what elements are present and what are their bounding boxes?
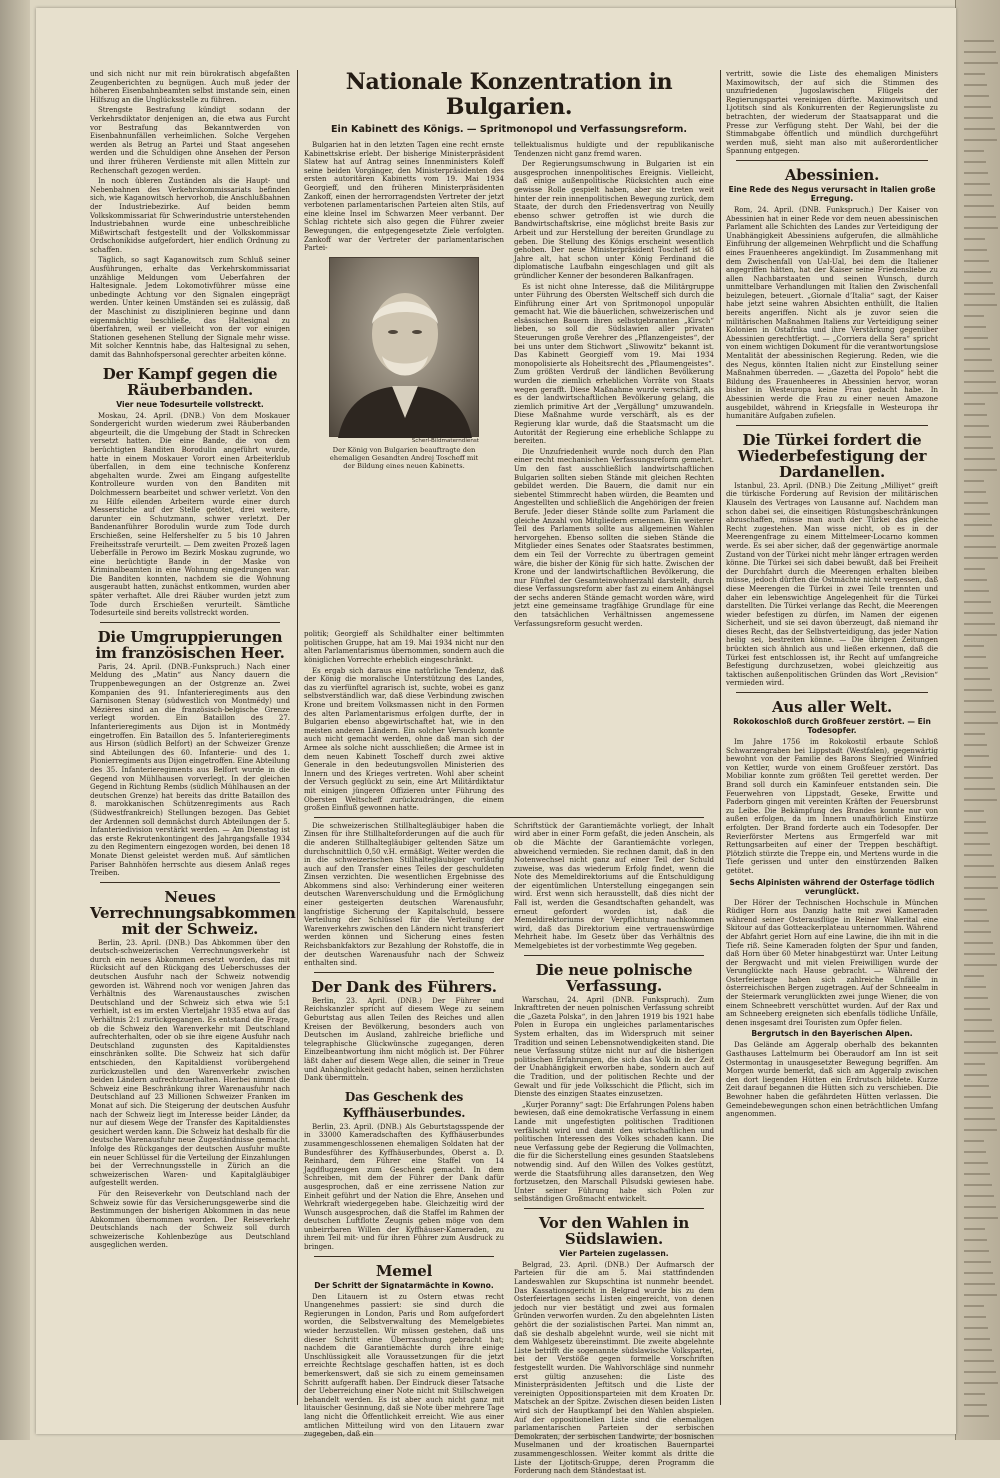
facing-page-text-line bbox=[964, 293, 995, 295]
lead-subheadline: Ein Kabinett des Königs. — Spritmonopol und Verfassungsreform. bbox=[331, 124, 687, 135]
article-subheadline: Eine Rede des Negus verursacht in Italien große Erregung. bbox=[728, 184, 936, 203]
facing-page-text-line bbox=[964, 403, 985, 405]
facing-page-text-line bbox=[964, 436, 991, 438]
facing-page-text-line bbox=[964, 821, 986, 823]
paragraph: Moskau, 24. April. (DNB.) Von dem Moskauer Sondergericht wurden wiederum zwei Räuberbanden abgeurteilt, die die Umgebung der Stadt in Schrecken versetzt hatten. Die eine Bande, die von dem berüchtigten Banditen Borodulin angeführt wurde, hatte in einem Moskauer Vorort einen Arbeiterklub überfallen, in dem eine technische Konferenz abgehalten wurde. Zwei am Eingang aufgestellte Kontrolleure wurden von den Banditen mit Dolchmessern bearbeitet und schwer verletzt. Von den zu Hilfe eilenden Arbeitern wurde einer durch Messerstiche auf der Stelle getötet, drei weitere, darunter ein Schutzmann, schwer verletzt. Der Bandenanführer Borodulin wurde zum Tode durch Erschießen, seine Helfershelfer zu 5 bis 10 Jahren Freiheitsstrafe verurteilt. — Dem zweiten Prozeß lagen Ueberfälle in Perowo im Bezirk Moskau zugrunde, wo eine berüchtigte Bande in der Maske von Kriminalbeamten in eine Wohnung eingedrungen war. Die Banditen konnten, nachdem sie die Wohnung ausgeraubt hatten, zunächst entkommen, wurden aber später verhaftet. Alle drei Räuber wurden jetzt zum Tode durch Erschießen verurteilt. Sämtliche Todesurteile sind bereits vollstreckt worden. bbox=[90, 411, 290, 618]
facing-page-text-line bbox=[964, 139, 997, 141]
paragraph: Schriftstück der Garantiemächte vorliegt, der Inhalt wird aber in einer Form gefaßt, die jeden Anschein, als ob die Mächte der Garantiemächte vorlegen, abweichend vermieden. Sie rechnen damit, daß in den Notenwechsel nicht ganz auf einer Teil der Schuld zuweise, was das wiederum Erfolg findet, wenn die Note des Memeldirektoriums auf die Entschuldigung der eigentümlichen Unterstellung eingegangen sein wird. Erst wenn sich herausstellt, daß dies nicht der Fall ist, werden die Gesandtschaften gehandelt, was erneut gefordert worden ist, daß die Memeldirektoriums der Verpflichtung nachkommen wird, daß das Direktorium eine vertrauenswürdige Mehrheit habe. Im Gesetz über das Verhältnis des Memelgebietes ist der vorbestimmte Weg gegeben. bbox=[514, 821, 714, 951]
facing-page-text-line bbox=[964, 722, 998, 724]
facing-page-text-line bbox=[964, 909, 987, 911]
scan-edge bbox=[0, 0, 30, 1440]
facing-page-text-line bbox=[964, 601, 991, 603]
facing-page-text-line bbox=[964, 1415, 989, 1417]
article-headline: Vor den Wahlen in Südslawien. bbox=[538, 1213, 690, 1248]
facing-page-text-line bbox=[964, 1173, 990, 1175]
facing-page-text-line bbox=[964, 381, 996, 383]
facing-page-text-line bbox=[964, 106, 991, 108]
facing-page-text-line bbox=[964, 502, 988, 504]
column-center bbox=[304, 69, 714, 1476]
facing-page-text-line bbox=[964, 1118, 995, 1120]
article-headline: Abessinien. bbox=[784, 165, 880, 184]
facing-page-text-line bbox=[964, 1338, 990, 1340]
facing-page-text-line bbox=[964, 810, 984, 812]
facing-page-text-line bbox=[964, 1052, 998, 1054]
paragraph: politik; Georgieff als Schildhalter einer beltimmten politischen Gruppe, hat am 19. Mai 1934 nicht nur den alten Parlamentarismus übernommen, sondern auch die königlichen Vorrechte erheblich eingeschränkt. bbox=[304, 630, 504, 665]
facing-page-text-line bbox=[964, 271, 991, 273]
facing-page-text-line bbox=[964, 337, 988, 339]
facing-page-text-line bbox=[964, 1404, 987, 1406]
facing-page-text-line bbox=[964, 348, 990, 350]
facing-page-text-line bbox=[964, 1140, 984, 1142]
facing-page-text-line bbox=[964, 326, 986, 328]
paragraph: Rom, 24. April. (DNB. Funkspruch.) Der Kaiser von Abessinien hat in einer Rede vor dem neuen abessinischen Parlament alle Schichten des Landes zur Verteidigung der Unabhängigkeit Abessiniens aufgerufen, die allmähliche Einführung der allgemeinen Wehrpflicht und die Schaffung eines Frauenheeres angekündigt. Im Zusammenhang mit dem Zwischenfall von Ual-Ual, bei dem die Italiener angegriffen hätten, hat der Kaiser seine Friedensliebe zu allen Nachbarstaaten und seinen Wunsch, durch unmittelbare Verhandlungen mit Italien den Zwischenfall beizulegen, beteuert. „Giornale d’Italia“ sagt, der Kaiser habe jetzt seine wahren Absichten enthüllt, die Italien bereits angeriffen. Nicht als je zuvor seien die militärischen Maßnahmen Italiens zur Verteidigung seiner Kolonien in Ostafrika und ihre Verstärkung gegenüber Abessinien gerechtfertigt. — „Corriera della Sera“ spricht von einem wichtigen Dokument für die verantwortungslose Mentalität der abessinischen Regierung. Reden, wie die des Negus, könnten Italien nicht zur Einstellung seiner Maßnahmen überreden. — „Gazetta del Popolo“ hebt die Bildung des Frauenheeres in Abessinien hervor, woran bisher in Westeuropa keine Frau gedacht habe. In Abessinien werde die Frau zu einer neuen Amazone ausgebildet, während in Kriegsfalle in Westeuropa ihr humanitäre Aufgaben zufielen. bbox=[726, 205, 938, 421]
facing-page-text-line bbox=[964, 656, 986, 658]
facing-page-text-line bbox=[964, 95, 989, 97]
facing-page-text-line bbox=[964, 260, 989, 262]
facing-page-text-line bbox=[964, 1074, 987, 1076]
facing-page-text-line bbox=[964, 392, 998, 394]
lead-article bbox=[304, 141, 714, 630]
paragraph: „Kurjer Poranny“ sagt: Die Erfahrungen Polens haben bewiesen, daß eine demokratische Verfassung in einem Lande mit ungefestigten politischen Traditionen verfälscht wird und damit den wirtschaftlichen und politischen Interessen des Volkes schaden kann. Die neue Verfassung gebe der Regierung die Vollmachten, die für die Sicherstellung eines gesunden Staatslebens notwendig sind. Auf den Willen des Volkes gestützt, werde die Staatsführung alles daransetzen, den Weg fortzusetzen, den Marschall Pilsudski gewiesen habe. Unter seiner Führung habe sich Polen zur selbständigen Großmacht entwickelt. bbox=[514, 1100, 714, 1204]
facing-page-text-line bbox=[964, 920, 989, 922]
facing-page-text-line bbox=[964, 733, 985, 735]
facing-page-text-line bbox=[964, 1239, 987, 1241]
facing-page-text-line bbox=[964, 304, 997, 306]
facing-page-text-line bbox=[964, 1228, 985, 1230]
facing-page-text-line bbox=[964, 1085, 989, 1087]
facing-page-text-line bbox=[964, 1371, 996, 1373]
lead-article-continuation bbox=[304, 630, 504, 812]
article-headline: Memel bbox=[375, 1261, 433, 1280]
facing-page-text-line bbox=[964, 557, 998, 559]
paragraph: Der Regierungsumschwung in Bulgarien ist ein ausgesprochen innenpolitisches Ereignis. Vielleicht, daß einige außenpolitische Rücksichten auch eine gewisse Rolle gespielt haben, aber sie treten weit hinter der rein innenpolitischen Bewegung zurück, dem Staate, der durch den Friedensvertrag von Neuilly ebenso schwer getroffen ist wie durch die Bandwirtschaftskrise, eine möglichst breite Basis zur Arbeit und zur Herstellung der bereiten Grundlage zu geben. Die Stellung des Königs erscheint wesentlich gehoben. Der neue Ministerpräsident Toscheff ist 68 Jahre alt, hat schon unter König Ferdinand die diplomatische Laufbahn eingeschlagen und gilt als gründlicher Kenner der besonderen Balkanfragen. bbox=[514, 160, 714, 280]
column-right bbox=[726, 70, 938, 1410]
facing-page-text-line bbox=[964, 1030, 994, 1032]
facing-page-text-line bbox=[964, 40, 994, 42]
paragraph: In noch übleren Zuständen als die Haupt- und Nebenbahnen des Verkehrskommissariats befinden sich, wie Kaganowitsch hervorhob, die Anschlußbahnen der Industriebezirke. Auf beiden bemm Volkskommissariat für Schwerindustrie unterstehenden Industriebahnen wurde eine unbeschreibliche Mißwirtschaft festgestellt und der Volkskommissar Ordschonikidse aufgefordert, hier endlich Ordnung zu schaffen. bbox=[90, 177, 290, 254]
facing-page-text-line bbox=[964, 1272, 993, 1274]
paragraph: tellektualismus huldigte und der republikanische Tendenzen nicht ganz fremd waren. bbox=[514, 141, 714, 158]
paragraph: Den Litauern ist zu Ostern etwas recht Unangenehmes passiert: sie sind durch die Regierungen in London, Paris und Rom aufgefordert worden, die Selbstverwaltung des Memelgebietes wieder herzustellen. Wir müssen gestehen, daß uns dieser Schritt eine Überraschung gebracht hat; nachdem die Garantiemächte durch ihre einige Unschlüssigkeit alle Voraussetzungen für die jetzt erreichte Rechtslage geschaffen hatten, ist es doch bemerkenswert, daß sie sich zu einem gemeinsamen Schritt aufgerafft haben. Der Eindruck dieser Tatsache der Ueberreichung einer Note nicht mit Stillschweigen behandelt werden. Es ist aber auch nicht ganz mit litauischer Gesinnung, daß sie Note über mehrere Tage lang nicht die Öffentlichkeit erreicht. Wie aus einer amtlichen Mitteilung wird von den Litauern zwar zugegeben, daß ein bbox=[304, 1292, 504, 1439]
facing-page-text-line bbox=[964, 711, 996, 713]
facing-page-text-line bbox=[964, 1349, 992, 1351]
facing-page-text-line bbox=[964, 150, 984, 152]
article-headline: Die neue polnische Verfassung. bbox=[535, 960, 693, 995]
facing-page-text-line bbox=[964, 1305, 984, 1307]
newspaper-page bbox=[36, 8, 956, 1476]
facing-page-text-line bbox=[964, 1162, 988, 1164]
facing-page-text-line bbox=[964, 238, 985, 240]
paragraph: Im Jahre 1756 im Rokokostil erbaute Schloß Schwarzengraben bei Lippstadt (Westfalen), gegenwärtig bewohnt von der Familie des Barons Siegfried Winfried von Kettler, wurde von einem Großfeuer zerstört. Das Mobiliar konnte zum größten Teil gerettet werden. Der Brand soll durch ein Kaminfeuer entstanden sein. Die Feuerwehren von Lippstadt, Geseke, Erwitte und Paderborn gingen mit vereinten Kräften der Feuersbrunst zu Leibe. Die Bekämpfung des Brandes konnte nur von außen erfolgen, da im Innern unaufhörlich Einstürze erfolgten. Der Brand forderte auch ein Todesopfer. Der Revierförster Mertens aus Ermgerfeld war mit Rettungsarbeiten auf einer der Treppen beschäftigt. Plötzlich stürzte die Treppe ein, und Mertens wurde in die Tiefe gerissen und unter den einstürzenden Balken getötet. bbox=[726, 738, 938, 875]
facing-page-text-line bbox=[964, 843, 990, 845]
lead-headline: Nationale Konzentration in Bulgarien. bbox=[345, 69, 673, 120]
facing-page-text-line bbox=[964, 590, 989, 592]
facing-page-text-line bbox=[964, 1360, 994, 1362]
paragraph: Die Unzufriedenheit wurde noch durch den Plan einer recht mechanischen Verfassungsreform gemehrt. Um den fast ausschließlich landwirtschaftlichen Bulgarien sollten sieben Stände mit gleichen Rechten gebildet werden. Die Bauern, die damit nur ein siebentel Stimmrecht haben würden, die Beamten und Angestellten und schließlich die Angehörigen der freien Berufe. Jeder dieser Stände sollte zum Parlament die gleiche Anzahl von Mitgliedern ernennen. Ein weiterer Teil des Parlaments sollte aus allgemeinen Wahlen hervorgehen. Ebenso sollten die sieben Stände die Mitglieder eines Senates oder Staatsrates bestimmen, dem ein Teil der Vorrechte zu übertragen gemeint wäre, die bisher der König für sich hatte. Zwischen der Krone und der landwirtschaftlichen Bevölkerung, die nur Fünftel der Gesamteinwohnerzahl darstellt, durch diese Verfassungsreform aber fast zu einem Anhängsel der sechs anderen Stände gemacht worden wäre, wird jetzt eine gemeinsame tragfähige Grundlage für eine den tatsächlichen Verhältnissen angemessene Verfassungsreform gesucht werden. bbox=[514, 447, 714, 628]
facing-page-text-line bbox=[964, 634, 997, 636]
facing-page-text-line bbox=[964, 667, 988, 669]
facing-page-text-line bbox=[964, 216, 996, 218]
article-subheadline: Vier neue Todesurteile vollstreckt. bbox=[116, 399, 264, 409]
paragraph: Für den Reiseverkehr von Deutschland nach der Schweiz sowie für das Versicherungsgewerbe sind die Bestimmungen der bisherigen Abkommen in das neue Abkommen übernommen worden. Der Reiseverkehr Deutschlands nach der Schweiz soll durch schweizerische Kohlenbezüge aus Deutschland ausgeglichen werden. bbox=[90, 1189, 290, 1250]
facing-page-text-line bbox=[964, 513, 990, 515]
facing-page-text-line bbox=[964, 315, 984, 317]
facing-page-text-line bbox=[964, 447, 993, 449]
facing-page-text-line bbox=[964, 414, 987, 416]
photo-credit: Scherl-Bildmaterndienst bbox=[411, 437, 479, 444]
paragraph: Berlin, 23. April. (DNB.) Als Geburtstagsspende der in 33000 Kameradschaften des Kyffhäuserbundes zusammengeschlossenen ehemaligen Soldaten hat der Bundesführer des Kyffhäuserbundes, Oberst a. D. Reinhard, dem Führer eine Staffel von 14 Jagdflugzeugen zum Geschenk gemacht. In dem Schreiben, mit dem der Führer der Dank dafür ausgesprochen, daß er eine zerrissene Nation zur Einheit geführt und der Nation die Ehre, Ansehen und Wehrkraft wiedergegeben habe. Gleichzeitig wird der Wunsch ausgesprochen, daß die Staffel im Rahmen der deutschen Luftflotte Zeugnis geben möge von dem unbeirrbaren Willen der Kyffhäuser-Kameraden, zu ihrem Teil mit- und für ihren Führer zum Ausdruck zu bringen. bbox=[304, 1122, 504, 1252]
divider bbox=[100, 882, 280, 883]
facing-page-text-line bbox=[964, 1096, 991, 1098]
facing-page-text-line bbox=[964, 282, 993, 284]
facing-page-text-line bbox=[964, 579, 987, 581]
facing-page-text-line bbox=[964, 1019, 992, 1021]
article-subheadline: Rokokoschloß durch Großfeuer zerstört. — Ein Todesopfer. bbox=[733, 717, 931, 736]
paragraph: Das Gelände am Aggeralp oberhalb des bekannten Gasthauses Lattelmurm bei Oberaudorf am Inn ist seit Ostermontag in unausgesetzter Bewegung begriffen. Am Morgen wurde bemerkt, daß sich am Aggeralp zwischen den dort liegenden Hütten ein Erdrutsch bildete. Kurze Zeit darauf begannen die Hütten sich zu verschieben. Die Bewohner haben die gefährdeten Hütten verlassen. Die Gemeindebewegungen schon einen beträchtlichen Umfang angenommen. bbox=[726, 1041, 938, 1119]
facing-page-text-line bbox=[964, 744, 987, 746]
facing-page-text-line bbox=[964, 612, 993, 614]
facing-page-text-line bbox=[964, 1184, 992, 1186]
facing-page-text-line bbox=[964, 678, 990, 680]
facing-page-text-line bbox=[964, 1316, 986, 1318]
facing-page-text-line bbox=[964, 370, 994, 372]
paragraph: Berlin, 23. April. (DNB.) Der Führer und Reichskanzler spricht auf diesem Wege zu seinem Geburtstag aus allen Teilen des Reiches und allen Kreisen der Bevölkerung, besonders auch von Deutschen im Ausland, zahlreiche briefliche und telegraphische Glückwünsche zugegangen, deren Einzelbeantwortung ihm nicht möglich ist. Der Führer läßt daher auf diesem Wege allen, die seiner in Treue und Anhänglichkeit gedacht haben, seinen herzlichsten Dank übermitteln. bbox=[304, 996, 504, 1083]
paragraph: Täglich, so sagt Kaganowitsch zum Schluß seiner Ausführungen, erhalte das Verkehrskommissariat unzählige Meldungen vom Ueberfahren der Haltesignale. Jedem Lokomotivführer müsse eine unbedingte Achtung vor den Signalen eingeprägt werden. Unter keinen Umständen sei es zulässig, daß der Maschinist zu disziplinieren beginne und dann eigenmächtig beschließe, das Haltesignal zu überfahren, weil er vielleicht von der vor einigen Stationen gesehenen Stellung der Signale mehr wisse. Mit solcher Kenntnis habe, das Haltesignal zu sehen, damit das Bahnhofspersonal gerechter arbeiten könne. bbox=[90, 256, 290, 359]
facing-page-text-line bbox=[964, 623, 995, 625]
continued-article bbox=[90, 70, 290, 360]
facing-page-text-line bbox=[964, 986, 986, 988]
article-headline: Der Kampf gegen die Räuberbanden. bbox=[102, 364, 278, 399]
facing-page-text-line bbox=[964, 689, 992, 691]
facing-page-text-line bbox=[964, 1261, 991, 1263]
facing-page-text-line bbox=[964, 1250, 989, 1252]
facing-page-text-line bbox=[964, 942, 993, 944]
facing-page-text-line bbox=[964, 73, 985, 75]
photo-caption: Der König von Bulgarien beauftragte den ehemaligen Gesandten Andrej Toscheff mit der Bildung eines neuen Kabinetts. bbox=[329, 445, 479, 470]
paragraph: Warschau, 24. April (DNB. Funkspruch). Zum Inkrafttreten der neuen polnischen Verfassung schreibt die „Gazeta Polska“, in den Jahren 1919 bis 1921 habe Polen in Europa ein ungleiches parlamentarisches System erhalten, das im Widerspruch mit seiner Tradition und seinen Lebensnotwendigkeiten stand. Die neue Verfassung stütze nicht nur auf die bisherigen politischen Erfahrungen, die sich das Volk in der Zeit der Unabhängigkeit erworben habe, sondern auch auf die Tradition, und der politischen Rechte und der Gewalt und für jede Volksschicht die Pflicht, sich im Dienste des einzigen Staates einzusetzen. bbox=[514, 995, 714, 1099]
facing-page-text-line bbox=[964, 854, 992, 856]
facing-page-text-line bbox=[964, 1129, 997, 1131]
divider bbox=[736, 160, 928, 161]
facing-page-text-line bbox=[964, 832, 988, 834]
facing-page-text-line bbox=[964, 1393, 985, 1395]
column-left bbox=[90, 70, 296, 1410]
column-rule bbox=[720, 70, 721, 1405]
facing-page-text-line bbox=[964, 227, 998, 229]
portrait-photo bbox=[329, 257, 479, 437]
facing-page-text-line bbox=[964, 953, 995, 955]
divider bbox=[100, 622, 280, 623]
facing-page-text-line bbox=[964, 975, 984, 977]
facing-page-text-line bbox=[964, 755, 989, 757]
paragraph: Es ergab sich daraus eine natürliche Tendenz, daß der König die moralische Unterstützung des Landes, das zu vierfünftel agrarisch ist, suchte, wobei es ganz selbstverständlich war, daß diese Verbindung zwischen Krone und breitem Volksmassen nicht in den Formen des alten Parlamentarismus erfolgen durfte, der in Bulgarien ebenso abgewirtschaftet hat, wie in den meisten anderen Ländern. Ein solcher Versuch konnte auch nicht gemacht werden, ohne daß man sich der Armee als solche nicht ausschließen; die Armee ist in dem neuen Kabinett Toscheff durch zwei aktive Generale in den bedeutungsvollen Ministerien des Innern und des Krieges vertreten. Wohl aber scheint der Versuch geglückt zu sein, eine Art Militärdiktatur mit einigen jüngeren Offizieren unter Führung des Obersten Weltscheff zurückzudrängen, die einem großen Einfluß gewonnen hatte. bbox=[304, 666, 504, 813]
divider bbox=[314, 817, 704, 818]
article-headline: Das Geschenk des Kyffhäuserbundes. bbox=[342, 1089, 466, 1120]
facing-page-text-line bbox=[964, 700, 994, 702]
divider bbox=[314, 1256, 494, 1257]
facing-page-text-line bbox=[964, 491, 986, 493]
article-subheadline: Vier Parteien zugelassen. bbox=[559, 1248, 669, 1258]
paragraph: Die schweizerischen Stillhaltegläubiger haben die Zinsen für ihre Stillhalteforderungen auf die auch für die anderen Stillhaltegläubiger geltenden Sätze um durchschnittlich 0,50 v.H. ermäßigt. Weiter werden die in die schweizerischen Stillhaltegläubiger vorläufig auch auf den Transfer eines Teiles der geschuldeten Zinsen verzichten. Die wesentlichen Ergebnisse des Abkommens sind also: Verhinderung einer weiteren deutschen Warenverschuldung und die Ermöglichung einer gesteigerten deutschen Warenausfuhr, langfristige Sicherung der Kapitalschuld, bessere Verteilung der Schlüssel für die Verteilung der Warenverkehrs zwischen den Ländern nicht transferiert werden können und Sicherung eines festen Reichsbankfaktors zur Bezahlung der Rohstoffe, die in der deutschen Warenausfuhr nach der Schweiz enthalten sind. bbox=[304, 821, 504, 968]
paragraph: Strengste Bestrafung kündigt sodann der Verkehrsdiktator denjenigen an, die etwa aus Furcht vor Bestrafung das Bekanntwerden von Eisenbahnunfällen verheimlichen. Solche Vergehen werden als Betrug an Partei und Staat angesehen werden und die Schuldigen ohne Ansehen der Person und ihrer früheren Verdienste mit allen Mitteln zur Rechenschaft gezogen werden. bbox=[90, 106, 290, 175]
facing-page-text-line bbox=[964, 161, 986, 163]
facing-page-text-line bbox=[964, 887, 998, 889]
article-headline: Die Türkei fordert die Wiederbefestigung der Dardanellen. bbox=[737, 430, 927, 481]
facing-page-text-line bbox=[964, 1327, 988, 1329]
article-subheadline: Sechs Alpinisten während der Osterfage tödlich verunglückt. bbox=[729, 877, 935, 896]
facing-page-text-line bbox=[964, 898, 985, 900]
facing-page-text-line bbox=[964, 194, 992, 196]
divider bbox=[314, 972, 494, 973]
facing-page-text-line bbox=[964, 480, 984, 482]
paragraph: Istanbul, 23. April. (DNB.) Die Zeitung „Milliyet“ greift die türkische Forderung auf Revision der militärischen Klauseln des Vertrages von Lausanne auf. Nachdem man schon dabei sei, die einseitigen Rüstungsbeschränkungen abzuschaffen, müsse man auch der Türkei das gleiche Recht zugestehen. Man wisse nicht, ob es in der Meerengenfrage zu einem Mittelmeer-Locarno kommen werde. Es sei aber sicher, daß der gegenwärtige anormale Zustand von der Türkei nicht mehr länger ertragen werden könne. Die Türkei sei sich dabei bewußt, daß bei Freiheit der Durchfahrt durch die Meerengen erhalten bleiben müsse, jedoch dürften die Ostmächte nicht vergessen, daß diese Meerengen die Türkei in zwei Teile trennten und daher ein lebenswichtige Angelegenheit für die Türkei darstellten. Die Türkei verlange das Recht, die Meerengen wieder befestigen zu dürfen, im Namen der eigenen Sicherheit, und sie sei davon überzeugt, daß niemand ihr dieses Recht, das der Selbstverteidigung, das jeder Nation heilig sei, bestreiten könne. — Die übrigen Zeitungen brückten sich ähnlich aus und ließen erkennen, daß die Türkei fest entschlossen ist, ihr Recht auf umfangreiche Befestigung durchzusetzen, wobei gleichzeitig aus taktischen außenpolitischen Gründen das Wort „Revision“ vermieden wird. bbox=[726, 481, 938, 688]
paragraph: vertritt, sowie die Liste des ehemaligen Ministers Maximowitsch, der auf sich die Stimmen des unzufriedenen Jugoslawischen Flügels der Regierungspartei vereinigen dürfte. Maximowitsch und Ljotitsch sind als Konkurrenten der Regierungsliste zu betrachten, der wiederum der Staatsapparat und die Presse zur Verfügung steht. Der Wahl, bei der die Stimmabgabe öffentlich und mündlich durchgeführt werden muß, sieht man also mit außerordentlicher Spannung entgegen. bbox=[726, 70, 938, 156]
paragraph: und sich nicht nur mit rein bürokratisch abgefaßten Zeugenberichten zu begnügen. Auch muß jeder der höheren Eisenbahnbeamten selbst imstande sein, einen Hilfszug an die Unglücksstelle zu führen. bbox=[90, 70, 290, 104]
facing-page-text-line bbox=[964, 172, 988, 174]
facing-page-text-line bbox=[964, 788, 995, 790]
facing-page-text-line bbox=[964, 1151, 986, 1153]
paragraph: Belgrad, 23. April. (DNB.) Der Aufmarsch der Parteien für die am 5. Mai stattfindenden Landeswahlen zur Skupschtina ist nunmehr beendet. Das Kassationsgericht in Belgrad wurde bis zu dem Osterfeiertagen sechs Listen eingereicht, von denen jedoch nur vier bestätigt und zwei aus formalen Gründen verworfen wurden. Zu den abgelehnten Listen gehört die der sozialistischen Partei. Man nimmt an, daß sie deshalb abgelehnt wurde, weil sie nicht mit dem Wahlgesetz übereinstimmt. Die zweite abgelehnte Liste betrifft die sogenannte südslawische Volkspartei, bei der Verstöße gegen formelle Vorschriften festgestellt wurden. Die Wahlvorschläge sind nunmehr erst gültig anzusehen: die Liste des Ministerpräsidenten Jeftitsch und die Liste der vereinigten Oppositionsparteien mit dem Kroaten Dr. Matschek an der Spitze. Zwischen diesen beiden Listen wird sich der Hauptkampf bei den Wahlen abspielen. Auf der oppositionellen Liste sind die ehemaligen parlamentarischen Parteien der serbischen Demokraten, der serbischen Landwirte, der bosnischen Muselmanen und der kroatischen Bauernpartei zusammengeschlossen. Weiter kommt als dritte die Liste der Ljotitsch-Gruppe, deren Programm die Forderung nach dem Ständestaat ist. bbox=[514, 1260, 714, 1476]
facing-page-text-line bbox=[964, 117, 993, 119]
facing-page-text-line bbox=[964, 931, 991, 933]
facing-page-text-line bbox=[964, 777, 993, 779]
divider bbox=[736, 692, 928, 693]
facing-page-text-line bbox=[964, 469, 997, 471]
facing-page-edge bbox=[955, 0, 1000, 1440]
facing-page-text-line bbox=[964, 84, 987, 86]
article-headline: Die Umgruppierungen im französischen Heer. bbox=[95, 627, 285, 662]
facing-page-text-line bbox=[964, 1195, 994, 1197]
facing-page-text-line bbox=[964, 62, 998, 64]
article-subheadline: Bergrutsch in den Bayerischen Alpen. bbox=[751, 1029, 913, 1039]
facing-page-text-line bbox=[964, 128, 995, 130]
facing-page-text-line bbox=[964, 458, 995, 460]
facing-page-text-line bbox=[964, 997, 988, 999]
article-headline: Neues Verrechnungsabkommen mit der Schweiz. bbox=[90, 887, 296, 938]
facing-page-text-line bbox=[964, 766, 991, 768]
divider bbox=[524, 1208, 704, 1209]
divider bbox=[736, 425, 928, 426]
facing-page-text-line bbox=[964, 1063, 985, 1065]
facing-page-text-line bbox=[964, 535, 994, 537]
facing-page-text-line bbox=[964, 546, 996, 548]
divider bbox=[524, 955, 704, 956]
column-rule bbox=[297, 70, 298, 1405]
facing-page-text-line bbox=[964, 568, 985, 570]
facing-page-text-line bbox=[964, 1283, 995, 1285]
article-subheadline: Der Schritt der Signatarmächte in Kowno. bbox=[314, 1280, 494, 1290]
facing-page-text-line bbox=[964, 1206, 996, 1208]
article-headline: Der Dank des Führers. bbox=[311, 977, 497, 996]
paragraph: Berlin, 23. April. (DNB.) Das Abkommen über den deutsch-schweizerischen Verrechnungsverkehr ist durch ein neues Abkommen ersetzt worden, das mit Rücksicht auf den Rückgang des Ueberschusses der deutschen Ausfuhr nach der Schweiz notwendig geworden ist. Während noch vor wenigen Jahren das Verhältnis des Warenaustausches zwischen Deutschland und der Schweiz sich etwa wie 5:1 verhielt, ist es im ersten Vierteljahr 1935 etwa auf das Verhältnis 2:1 zurückgegangen. Es entstand die Frage, ob die Schweiz den Warenverkehr mit Deutschland aufrechterhalten, oder ob sie ihre eigene Ausfuhr nach Deutschland zugunsten des Kapitaldienstes einschränken sollte. Die Schweiz hat sich dafür entschieden, den Kapitaldienst vorübergehend zurückzustellen und den Warenverkehr zwischen beiden Ländern aufrechtzuerhalten. Hierbei nimmt die Schweiz eine Beschränkung ihrer Warenausfuhr nach Deutschland auf 23 Millionen Schweizer Franken im Monat auf sich. Die Steigerung der deutschen Ausfuhr nach der Schweiz liegt im Interesse beider Länder, da nur auf diesem Wege der Transfer des Kapitaldienstes gesichert werden kann. Die Schweiz hat deshalb für die deutsche Warenausfuhr neue Zugeständnisse gemacht. Infolge des Rückganges der deutschen Ausfuhr mußte ein neuer Schlüssel für die Verteilung der Einzahlungen bei der Verrechnungsstelle in Zürich an die schweizerischen Waren- und Kapitalgläubiger aufgestellt werden. bbox=[90, 938, 290, 1188]
facing-page-text-line bbox=[964, 964, 997, 966]
photo-block bbox=[329, 257, 479, 470]
paragraph: Der Hörer der Technischen Hochschule in München Rüdiger Horn aus Danzig hatte mit zwei Kameraden während seiner Osterausflüge in Reiner Wallerital eine Skitour auf das Gotteackerplateau unternommen. Während der Abfahrt geriet Horn auf eine Lawine, die ihn mit in die Tiefe riß. Seine Kameraden folgten der Spur und fanden, daß Horn über 60 Meter hinabgestürzt war. Unter Leitung der Bergwacht und mit vielen Freiwilligen wurde der Verunglückte nach Hause gebracht. — Während der Osterfeiertage haben sich zahlreiche Unfälle in österreichischen Bergen zugetragen. Auf der Schneealm in der Steiermark verunglückten zwei junge Wiener, die von einem Schneebrett verschüttet wurden. Auf der Rax und am Schneeberg ereigneten sich ebenfalls tödliche Unfälle, denen insgesamt drei Touristen zum Opfer fielen. bbox=[726, 898, 938, 1027]
facing-page-text-line bbox=[964, 205, 994, 207]
facing-page-text-line bbox=[964, 1217, 998, 1219]
facing-page-text-line bbox=[964, 865, 994, 867]
paragraph: Paris, 24. April. (DNB.-Funkspruch.) Nach einer Meldung des „Matin“ aus Nancy dauern die Truppenbewegungen an der Ostgrenze an. Zwei Kompanien des 91. Infanterieregiments aus den Garnisonen Stenay (südwestlich von Montmédy) und Mézières sind an die französisch-belgische Grenze verlegt worden. Ein Bataillon des 27. Infanterieregiments aus Dijon ist in Montmédy eingetroffen. Ein Bataillon des 5. Infanterieregiments aus Hirson (südlich Belfort) an der Schweizer Grenze sind Abteilungen des 60. Infanterie- und des 1. Pionierregiments aus Dijon eingetroffen. Eine Abteilung des 35. Infanterieregiments aus Belfort wurde in die Gegend von Mühlhausen vorverlegt. In der gleichen Gegend in Richtung Rembs (südlich Mühlhausen an der deutschen Grenze) hat bereits das dritte Bataillon des 8. marokkanischen Schützenregiments aus Rach (Südwestfrankreich) Stellungen bezogen. Das Gebiet der Ardennen soll demnächst durch Abteilungen der 5. Infanteriedivision verstärkt werden. — Am Dienstag ist das erste Rekrutenkontingent des Jahrgangsfalle 1934 zu den Regimentern eingezogen worden, bei denen 18 Monate Dienst geleistet werden muß. Auf sämtlichen Pariser Bahnhöfen herrschte aus diesem Anlaß reges Treiben. bbox=[90, 662, 290, 878]
facing-page-text-line bbox=[964, 799, 997, 801]
facing-page-text-line bbox=[964, 1008, 990, 1010]
facing-page-text-line bbox=[964, 1107, 993, 1109]
facing-page-text-line bbox=[964, 1294, 997, 1296]
paragraph: Es ist nicht ohne Interesse, daß die Militärgruppe unter Führung des Obersten Weltscheff sich durch die Einführung einer Art von Spritmonopol unpopulär gemacht hat. Wie die bäuerlichen, schweizerischen und elsässischen Bauern ihren selbstgebrannten „Kirsch“ lieben, so soll die Südslawien aller privaten Steuerungen große Verehrer des „Pflanzengeistes“, der bei uns unter dem Stichwort „Sliwowitz“ bekannt ist. Das Kabinett Georgieff vom 19. Mai 1934 monopolisierte als Hoheitsrecht des „Pflaumengeistes“. Zum größten Verdruß der ländlichen Bevölkerung wurden die ziemlich erheblichen Vorräte von Staats wegen gerafft. Diese Maßnahme wurde verschärft, als es der landwirtschaftlichen Bevölkerung gelang, die ziemlich primitive Art der „Vergällung“ umzuwandeln. Diese Maßnahme wurde verschärft, als es der Regierung klar wurde, daß die Staatsmacht um die Autorität der Regierung eine erhebliche Schlappe zu bereiten. bbox=[514, 282, 714, 446]
lower-articles bbox=[304, 822, 714, 1478]
facing-page-text-line bbox=[964, 645, 984, 647]
facing-page-text-line bbox=[964, 425, 989, 427]
facing-page-text-line bbox=[964, 1041, 996, 1043]
facing-page-text-line bbox=[964, 1382, 998, 1384]
facing-page-text-line bbox=[964, 249, 987, 251]
paragraph: Bulgarien hat in den letzten Tagen eine recht ernste Kabinettskrise erlebt. Der bisherige Ministerpräsident Slatew hat auf Antrag seines Innenministers Koleff seine beiden Vorgänger, den Ministerpräsidenten des ersten autoritären Kabinetts vom 19. Mai 1934 Georgieff, und den früheren Ministerpräsidenten Zankoff, einen der herrorragendsten Vertreter der jetzt verbotenen parlamentarischen Parteien alten Stils, auf eine kleine Insel im Schwarzen Meer verbannt. Der Schlag richtete sich also gegen die Führer zweier Bewegungen, die entgegengesetzte Ziele verfolgten. Zankoff war der Vertreter der parlamentarischen Partei- bbox=[304, 141, 504, 253]
article-headline: Aus aller Welt. bbox=[771, 698, 892, 717]
facing-page-text-line bbox=[964, 359, 992, 361]
facing-page-text-line bbox=[964, 876, 996, 878]
facing-page-text-line bbox=[964, 183, 990, 185]
facing-page-text-line bbox=[964, 524, 992, 526]
facing-page-text-line bbox=[964, 51, 996, 53]
